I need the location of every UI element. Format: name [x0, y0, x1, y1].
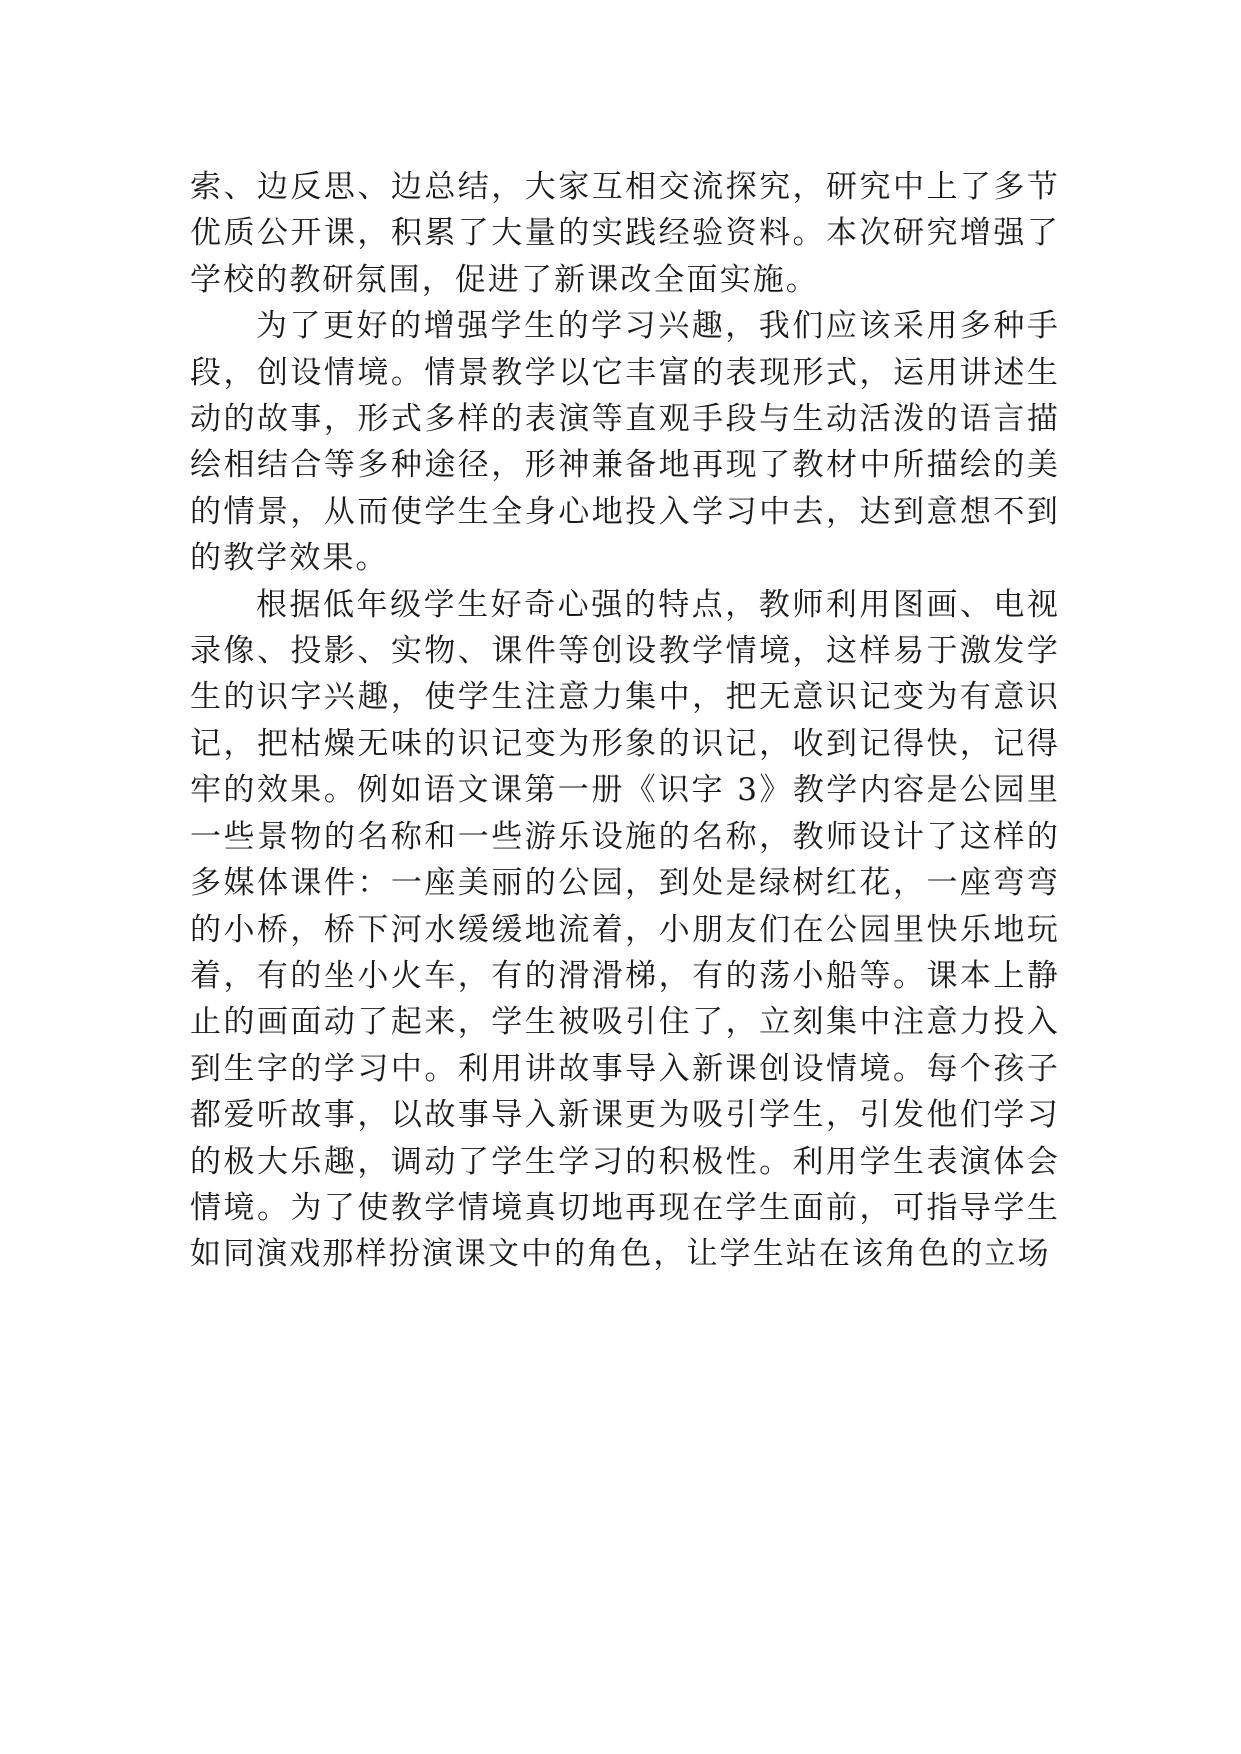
paragraph-1: 索、边反思、边总结，大家互相交流探究，研究中上了多节优质公开课，积累了大量的实践经验资料。本次研究增强了学校的教研氛围，促进了新课改全面实施。	[190, 169, 1060, 298]
document-body	[190, 164, 1060, 1278]
paragraph-3: 根据低年级学生好奇心强的特点，教师利用图画、电视录像、投影、实物、课件等创设教学情境，这样易于激发学生的识字兴趣，使学生注意力集中，把无意识记变为有意识记，把枯燥无味的识记变为形象的识记，收到记得快，记得牢的效果。例如语文课第一册《识字 3》教学内容是公园里一些景物的名称和一些游乐设施的名称，教师设计了这样的多媒体课件：一座美丽的公园，到处是绿树红花，一座弯弯的小桥，桥下河水缓缓地流着，小朋友们在公园里快乐地玩着，有的坐小火车，有的滑滑梯，有的荡小船等。课本上静止的画面动了起来，学生被吸引住了，立刻集中注意力投入到生字的学习中。利用讲故事导入新课创设情境。每个孩子都爱听故事，以故事导入新课更为吸引学生，引发他们学习的极大乐趣，调动了学生学习的积极性。利用学生表演体会情境。为了使教学情境真切地再现在学生面前，可指导学生如同演戏那样扮演课文中的角色，让学生站在该角色的立场	[190, 586, 1060, 1273]
paragraph-2: 为了更好的增强学生的学习兴趣，我们应该采用多种手段，创设情境。情景教学以它丰富的表现形式，运用讲述生动的故事，形式多样的表演等直观手段与生动活泼的语言描绘相结合等多种途径，形神兼备地再现了教材中所描绘的美的情景，从而使学生全身心地投入学习中去，达到意想不到的教学效果。	[190, 308, 1060, 577]
